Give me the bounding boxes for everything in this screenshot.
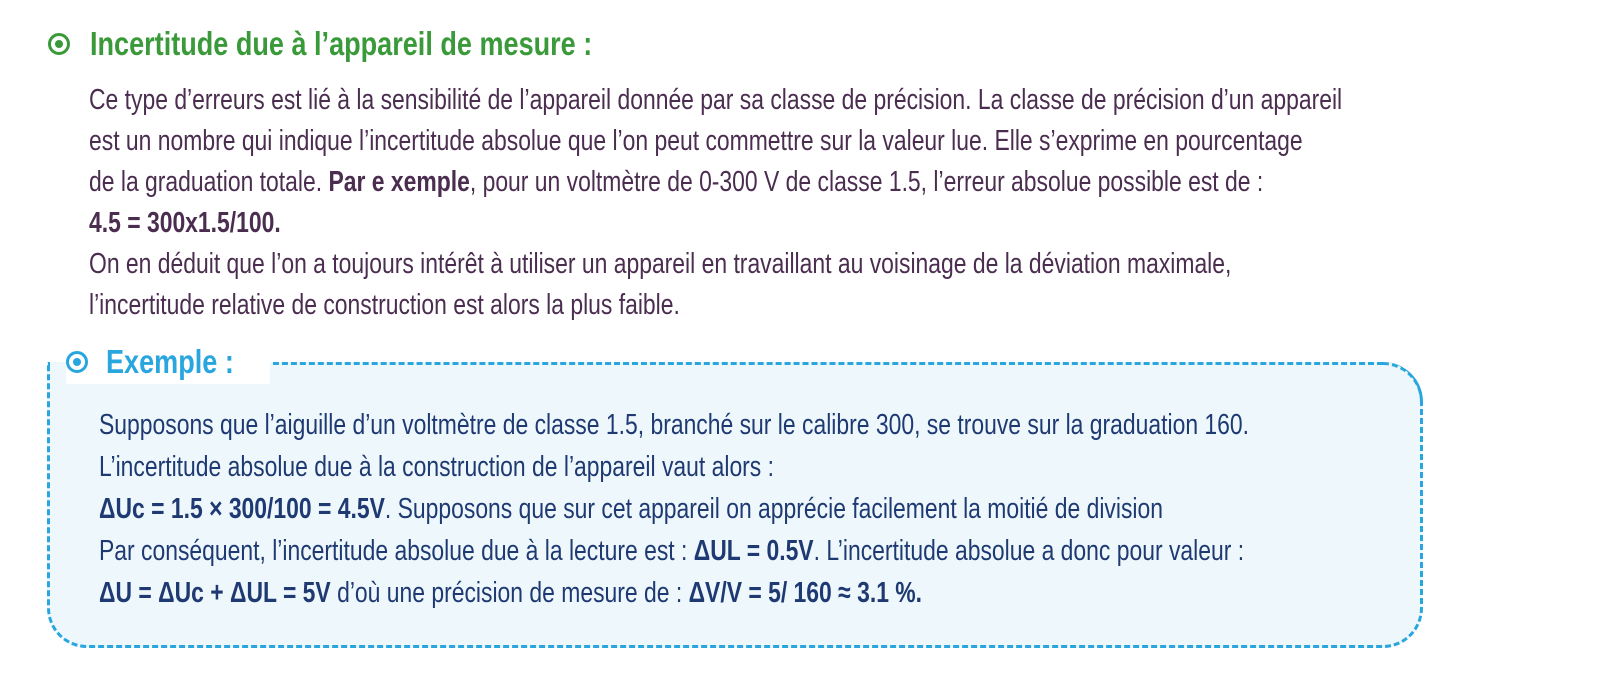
delta-uc-formula: ΔUc = 1.5 × 300/100 = 4.5V bbox=[99, 493, 385, 525]
example-lead-in: Par e xemple bbox=[328, 166, 470, 198]
example-title: Exemple : bbox=[106, 343, 234, 380]
section-title: Incertitude due à l’appareil de mesure : bbox=[90, 25, 593, 62]
example-line-2: L’incertitude absolue due à la construction de l’appareil vaut alors : bbox=[99, 451, 775, 483]
example-body bbox=[99, 404, 1555, 614]
example-line-5-text: d’où une précision de mesure de : bbox=[330, 577, 689, 609]
target-bullet-icon bbox=[66, 351, 88, 373]
example-line-1: Supposons que l’aiguille d’un voltmètre de classe 1.5, branché sur le calibre 300, se trouve sur la graduation 160. bbox=[99, 409, 1250, 441]
delta-u-formula: ΔU = ΔUc + ΔUL = 5V bbox=[99, 577, 331, 609]
example-line-4-text-a: Par conséquent, l’incertitude absolue due à la lecture est : bbox=[99, 535, 694, 567]
body-line-2: est un nombre qui indique l’incertitude absolue que l’on peut commettre sur la valeur lue. Elle s’exprime en pourcentage bbox=[89, 125, 1303, 157]
target-bullet-icon bbox=[48, 33, 70, 55]
body-line-3 bbox=[89, 162, 1342, 203]
example-box-corner bbox=[1383, 362, 1423, 402]
body-line-3-text-b: , pour un voltmètre de 0-300 V de classe 1.5, l’erreur absolue possible est de : bbox=[469, 166, 1264, 198]
section-heading bbox=[48, 22, 703, 66]
body-line-5: On en déduit que l’on a toujours intérêt à utiliser un appareil en travaillant au voisinage de la déviation maximale, bbox=[89, 248, 1232, 280]
body-line-1: Ce type d’erreurs est lié à la sensibilité de l’appareil donnée par sa classe de précision. La classe de précision d’un appareil bbox=[89, 84, 1343, 116]
example-line-3 bbox=[99, 488, 1249, 530]
precision-formula: ΔV/V = 5/ 160 ≈ 3.1 %. bbox=[688, 577, 923, 609]
example-line-4-text-b: . L’incertitude absolue a donc pour valeur : bbox=[813, 535, 1245, 567]
example-line-3-text: . Supposons que sur cet appareil on apprécie facilement la moitié de division bbox=[384, 493, 1164, 525]
example-line-5 bbox=[99, 572, 1249, 614]
delta-ul-formula: ΔUL = 0.5V bbox=[693, 535, 814, 567]
example-heading bbox=[66, 340, 270, 384]
body-line-3-text-a: de la graduation totale. bbox=[89, 166, 329, 198]
section-body bbox=[89, 80, 1600, 326]
example-box-top-border bbox=[255, 362, 1383, 365]
body-line-6: l’incertitude relative de construction est alors la plus faible. bbox=[89, 289, 680, 321]
example-line-4 bbox=[99, 530, 1249, 572]
formula-line: 4.5 = 300x1.5/100. bbox=[89, 207, 281, 239]
